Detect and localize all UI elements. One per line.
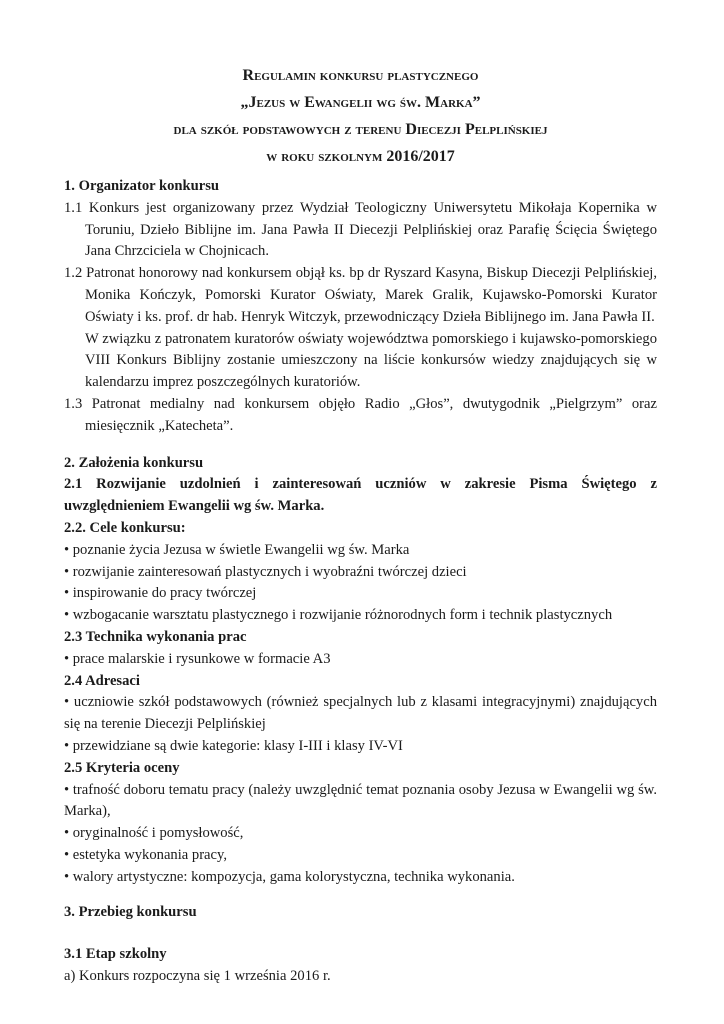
title-line-3: dla szkół podstawowych z terenu Diecezji Pelplińskiej bbox=[173, 121, 548, 138]
section-3-heading: 3. Przebieg konkursu bbox=[64, 903, 197, 920]
paragraph-1-2-note: W związku z patronatem kuratorów oświaty województwa pomorskiego i kujawsko-pomorskiego VIII Konkurs Biblijny zostanie umieszczony na liście konkursów wiedzy znajdujących się w kalendarzu imprez poszczególnych kuratoriów. bbox=[85, 330, 657, 391]
section-2-4-heading: 2.4 Adresaci bbox=[64, 672, 140, 689]
paragraph-1-3: 1.3 Patronat medialny nad konkursem objęło Radio „Głos”, dwutygodnik „Pielgrzym” oraz miesięcznik „Katecheta”. bbox=[64, 395, 657, 434]
document-body bbox=[64, 176, 657, 988]
criteria-bullet-item: • walory artystyczne: kompozycja, gama kolorystyczna, technika wykonania. bbox=[64, 868, 515, 885]
criteria-bullet-item: • estetyka wykonania pracy, bbox=[64, 846, 228, 863]
criteria-bullet-item: • trafność doboru tematu pracy (należy uwzględnić temat poznania osoby Jezusa w Ewangelii wg św. Marka), bbox=[64, 781, 657, 820]
section-2-2-heading: 2.2. Cele konkursu: bbox=[64, 519, 186, 536]
section-1-heading: 1. Organizator konkursu bbox=[64, 178, 220, 194]
paragraph-1-1: 1.1 Konkurs jest organizowany przez Wydział Teologiczny Uniwersytetu Mikołaja Kopernika w Toruniu, Dzieło Biblijne im. Jana Pawła II Diecezji Pelplińskiej oraz Parafię Ścięcia Świętego Jana Chrzciciela w Chojnicach. bbox=[64, 199, 657, 260]
document-title bbox=[64, 62, 657, 170]
goal-bullet-item: • rozwijanie zainteresowań plastycznych i wyobraźni twórczej dzieci bbox=[64, 563, 467, 580]
section-2-5-heading: 2.5 Kryteria oceny bbox=[64, 759, 180, 776]
title-line-1: Regulamin konkursu plastycznego bbox=[242, 67, 479, 84]
paragraph-3-1a: a) Konkurs rozpoczyna się 1 września 2016 r. bbox=[64, 968, 331, 985]
paragraph-1-2: 1.2 Patronat honorowy nad konkursem objął ks. bp dr Ryszard Kasyna, Biskup Diecezji Pelplińskiej, Monika Kończyk, Pomorski Kurator Oświaty, Marek Gralik, Kujawsko-Pomorski Kurator Oświaty i ks. prof. dr hab. Henryk Witczyk, przewodniczący Dzieła Biblijnego im. Jana Pawła II. bbox=[64, 265, 657, 325]
section-2-3-heading: 2.3 Technika wykonania prac bbox=[64, 628, 247, 645]
section-2-heading: 2. Założenia konkursu bbox=[64, 454, 204, 471]
title-line-4: w roku szkolnym 2016/2017 bbox=[266, 148, 455, 165]
title-line-2: „Jezus w Ewangelii wg św. Marka” bbox=[240, 94, 481, 111]
audience-bullet-item: • uczniowie szkół podstawowych (również specjalnych lub z klasami integracyjnymi) znajdujących się na terenie Diecezji Pelplińskiej bbox=[64, 694, 657, 733]
audience-bullet-item: • przewidziane są dwie kategorie: klasy I-III i klasy IV-VI bbox=[64, 737, 403, 754]
document-content bbox=[64, 62, 657, 988]
paragraph-2-1: 2.1 Rozwijanie uzdolnień i zainteresowań uczniów w zakresie Pisma Świętego z uwzględnieniem Ewangelii wg św. Marka. bbox=[64, 476, 657, 515]
goal-bullet-item: • wzbogacanie warsztatu plastycznego i rozwijanie różnorodnych form i technik plastycznych bbox=[64, 607, 613, 624]
section-3-1-heading: 3.1 Etap szkolny bbox=[64, 946, 167, 963]
criteria-bullet-item: • oryginalność i pomysłowość, bbox=[64, 825, 244, 842]
goal-bullet-item: • inspirowanie do pracy twórczej bbox=[64, 585, 257, 602]
technique-bullet-item: • prace malarskie i rysunkowe w formacie A3 bbox=[64, 650, 331, 667]
goal-bullet-item: • poznanie życia Jezusa w świetle Ewangelii wg św. Marka bbox=[64, 541, 410, 558]
